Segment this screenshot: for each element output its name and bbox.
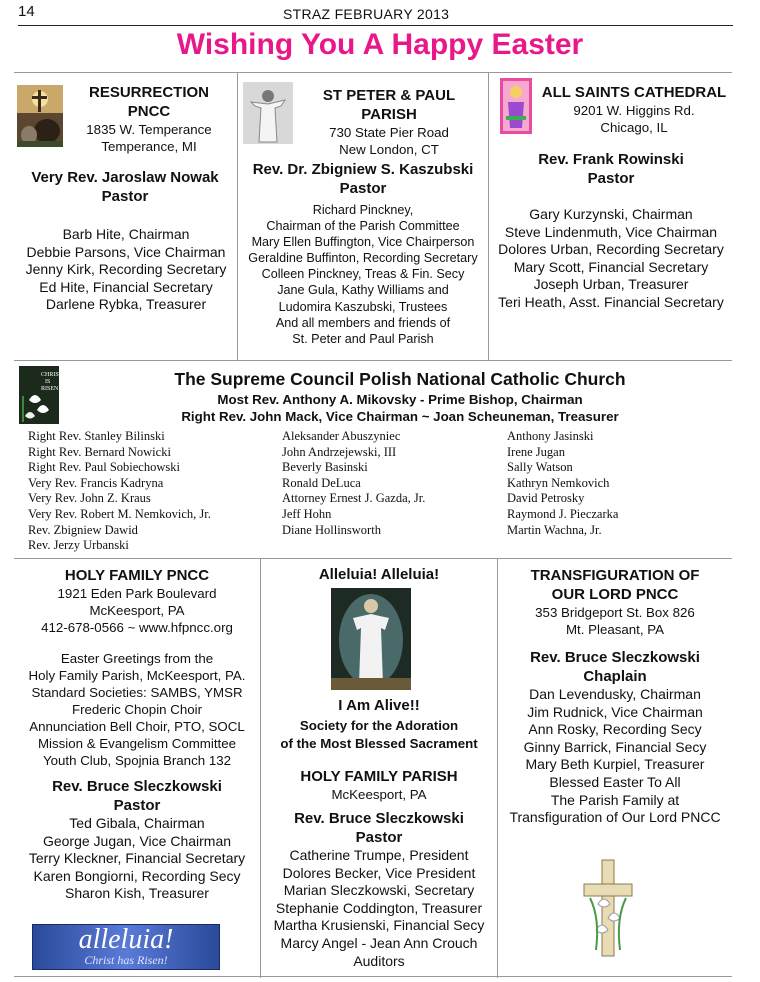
banner-subtitle: Christ has Risen! — [84, 953, 168, 967]
council-member: Very Rev. Robert M. Nemkovich, Jr. — [28, 506, 211, 521]
council-member: Jeff Hohn — [282, 506, 332, 521]
council-member: Kathryn Nemkovich — [507, 475, 610, 490]
pastor-name: Rev. Bruce Sleczkowski — [52, 778, 222, 795]
member: Jenny Kirk, Recording Secretary — [25, 261, 227, 278]
council-member: Irene Jugan — [507, 444, 565, 459]
member: George Jugan, Vice Chairman — [42, 832, 232, 849]
council-column-1 — [28, 429, 211, 554]
council-header — [60, 368, 740, 426]
council-column-2 — [282, 429, 425, 538]
pastor-name: Rev. Bruce Sleczkowski — [530, 649, 700, 666]
council-member: Martin Wachna, Jr. — [507, 522, 602, 537]
all-saints-pastor — [490, 150, 732, 188]
address-line: Chicago, IL — [600, 120, 668, 135]
risen-christ-image — [243, 82, 293, 144]
member: Jane Gula, Kathy Williams and — [277, 283, 449, 298]
member: Martha Krusienski, Financial Secy — [273, 917, 485, 934]
member: Dan Levendusky, Chairman — [529, 686, 701, 702]
address-line: 9201 W. Higgins Rd. — [573, 103, 695, 118]
member: Ann Rosky, Recording Secy — [528, 721, 702, 738]
greeting-line: Holy Family Parish, McKeesport, PA. — [28, 668, 246, 683]
council-member: Rev. Jerzy Urbanski — [28, 538, 129, 553]
council-member: Right Rev. Paul Sobiechowski — [28, 460, 180, 475]
member: Debbie Parsons, Vice Chairman — [26, 243, 226, 260]
member: Jim Rudnick, Vice Chairman — [527, 703, 703, 720]
i-am-alive-text: I Am Alive!! — [338, 697, 420, 714]
member: Ed Hite, Financial Secretary — [39, 278, 213, 295]
address-line: Temperance, MI — [101, 139, 197, 154]
message-line: Blessed Easter To All — [549, 773, 681, 790]
image-text: IS — [45, 379, 51, 385]
address-line: 353 Bridgeport St. Box 826 — [535, 605, 695, 620]
holy-family-pncc-block — [14, 566, 260, 903]
member: Steve Lindenmuth, Vice Chairman — [504, 223, 718, 240]
member: Gary Kurzynski, Chairman — [529, 206, 693, 222]
council-member: Diane Hollinsworth — [282, 522, 381, 537]
pastor-name: Very Rev. Jaroslaw Nowak — [31, 169, 219, 186]
pastor-title: Chaplain — [583, 668, 647, 685]
divider — [14, 976, 732, 977]
page-number: 14 — [18, 3, 35, 20]
church-name: PARISH — [361, 106, 417, 123]
church-name: ST PETER & PAUL — [322, 87, 456, 104]
member: Ludomira Kaszubski, Trustees — [278, 299, 448, 314]
member: Mary Beth Kurpiel, Treasurer — [525, 756, 705, 773]
council-member: Anthony Jasinski — [507, 429, 594, 443]
address-line: 1921 Eden Park Boulevard — [57, 586, 217, 601]
member: Auditors — [353, 952, 405, 969]
council-member: David Petrosky — [507, 491, 585, 506]
st-peter-paul-pastor — [240, 160, 486, 198]
divider — [260, 558, 261, 978]
address-line: McKeesport, PA — [89, 603, 185, 618]
pastor-title: Pastor — [587, 170, 635, 187]
resurrection-tomb-image — [17, 85, 63, 147]
council-member: Right Rev. Stanley Bilinski — [28, 429, 165, 443]
pastor-title: Pastor — [113, 797, 161, 814]
pastor-title: Pastor — [339, 180, 387, 197]
message-line: Transfiguration of Our Lord PNCC — [509, 809, 721, 826]
member: Joseph Urban, Treasurer — [533, 276, 689, 293]
society-name: of the Most Blessed Sacrament — [280, 736, 478, 751]
council-line-1: Most Rev. Anthony A. Mikovsky - Prime Bishop, Chairman — [217, 392, 583, 407]
pastor-title: Pastor — [355, 829, 403, 846]
church-name: ALL SAINTS CATHEDRAL — [541, 84, 727, 101]
council-member: Very Rev. John Z. Kraus — [28, 491, 151, 506]
pastor-name: Rev. Bruce Sleczkowski — [294, 810, 464, 827]
council-member: Very Rev. Francis Kadryna — [28, 475, 164, 490]
alleluia-banner-image — [32, 924, 220, 970]
member: Terry Kleckner, Financial Secretary — [28, 850, 246, 867]
masthead: STRAZ FEBRUARY 2013 — [283, 6, 450, 22]
member: Ted Gibala, Chairman — [69, 815, 205, 831]
cross-with-lilies-image — [582, 858, 634, 958]
member: Chairman of the Parish Committee — [266, 219, 460, 234]
member: Stephanie Coddington, Treasurer — [275, 899, 483, 916]
member: Dolores Urban, Recording Secretary — [498, 241, 724, 258]
alleluia-heading: Alleluia! Alleluia! — [318, 566, 440, 583]
member: Ginny Barrick, Financial Secy — [523, 738, 707, 755]
member: Darlene Rybka, Treasurer — [45, 296, 207, 313]
council-member: Right Rev. Bernard Nowicki — [28, 444, 171, 459]
banner-word: alleluia! — [78, 924, 174, 955]
divider — [14, 558, 732, 559]
council-member: Beverly Basinski — [282, 460, 368, 475]
st-peter-paul-block — [298, 86, 480, 158]
member: St. Peter and Paul Parish — [292, 331, 434, 346]
member: Geraldine Buffinton, Recording Secretary — [248, 251, 478, 266]
council-line-2: Right Rev. John Mack, Vice Chairman ~ Joan Scheuneman, Treasurer — [181, 409, 619, 424]
member: Mary Scott, Financial Secretary — [513, 258, 709, 275]
page-title: Wishing You A Happy Easter — [176, 28, 584, 61]
council-member: Rev. Zbigniew Dawid — [28, 522, 138, 537]
resurrection-pastor — [16, 168, 234, 206]
council-member: Attorney Ernest J. Gazda, Jr. — [282, 491, 426, 506]
i-am-alive-christ-image — [331, 588, 411, 690]
member: Catherine Trumpe, President — [289, 847, 469, 863]
council-member: Sally Watson — [507, 460, 573, 475]
greeting-line: Mission & Evangelism Committee — [37, 736, 237, 751]
member: Mary Ellen Buffington, Vice Chairperson — [251, 235, 475, 250]
church-name: HOLY FAMILY PNCC — [64, 567, 210, 584]
divider — [14, 360, 732, 361]
resurrection-members — [14, 226, 238, 314]
greeting-line: Standard Societies: SAMBS, YMSR — [31, 685, 243, 700]
contact-line: 412-678-0566 ~ www.hfpncc.org — [41, 620, 233, 635]
address-line: 730 State Pier Road — [329, 125, 449, 140]
council-member: Ronald DeLuca — [282, 475, 361, 490]
member: Barb Hite, Chairman — [62, 226, 190, 242]
pastor-name: Rev. Frank Rowinski — [538, 151, 684, 168]
council-member: Raymond J. Pieczarka — [507, 506, 619, 521]
pastor-title: Pastor — [101, 188, 149, 205]
member: Sharon Kish, Treasurer — [65, 885, 209, 902]
stained-glass-image — [500, 78, 532, 134]
church-name: RESURRECTION — [88, 84, 209, 101]
greeting-line: Youth Club, Spojnia Branch 132 — [42, 753, 232, 768]
member: Marian Sleczkowski, Secretary — [283, 882, 475, 899]
message-line: The Parish Family at — [550, 791, 680, 808]
greeting-line: Annunciation Bell Choir, PTO, SOCL — [29, 719, 245, 734]
member: Marcy Angel - Jean Ann Crouch — [280, 934, 478, 951]
member: And all members and friends of — [275, 315, 451, 330]
society-name: Society for the Adoration — [299, 718, 459, 733]
all-saints-members — [488, 206, 734, 312]
council-member: John Andrzejewski, III — [282, 444, 397, 459]
all-saints-block — [534, 83, 734, 136]
address-line: 1835 W. Temperance — [86, 122, 212, 137]
church-name: OUR LORD PNCC — [551, 586, 679, 603]
page-header — [18, 3, 733, 26]
resurrection-block — [64, 83, 234, 155]
member: Karen Bongiorni, Recording Secy — [33, 867, 241, 884]
address-line: Mt. Pleasant, PA — [565, 622, 665, 637]
church-name: HOLY FAMILY PARISH — [300, 768, 458, 785]
image-text: RISEN — [41, 386, 59, 392]
council-title: The Supreme Council Polish National Catholic Church — [174, 369, 626, 389]
pastor-name: Rev. Dr. Zbigniew S. Kaszubski — [252, 161, 474, 178]
member: Dolores Becker, Vice President — [282, 864, 476, 881]
christ-is-risen-lily-image — [19, 366, 63, 424]
church-name: TRANSFIGURATION OF — [530, 567, 700, 584]
church-name: PNCC — [127, 103, 171, 120]
greeting-line: Frederic Chopin Choir — [71, 702, 203, 717]
greeting-line: Easter Greetings from the — [60, 651, 214, 666]
council-member: Aleksander Abuszyniec — [282, 429, 401, 443]
member: Teri Heath, Asst. Financial Secretary — [498, 293, 724, 310]
member: Richard Pinckney, — [312, 203, 414, 217]
address-line: McKeesport, PA — [331, 787, 427, 802]
divider — [14, 72, 732, 73]
transfiguration-block — [498, 566, 732, 827]
council-column-3 — [507, 429, 618, 538]
address-line: New London, CT — [339, 142, 439, 157]
alleluia-block — [262, 696, 496, 970]
member: Colleen Pinckney, Treas & Fin. Secy — [261, 267, 465, 282]
st-peter-paul-members — [238, 202, 488, 347]
image-text: CHRIST — [41, 372, 63, 378]
